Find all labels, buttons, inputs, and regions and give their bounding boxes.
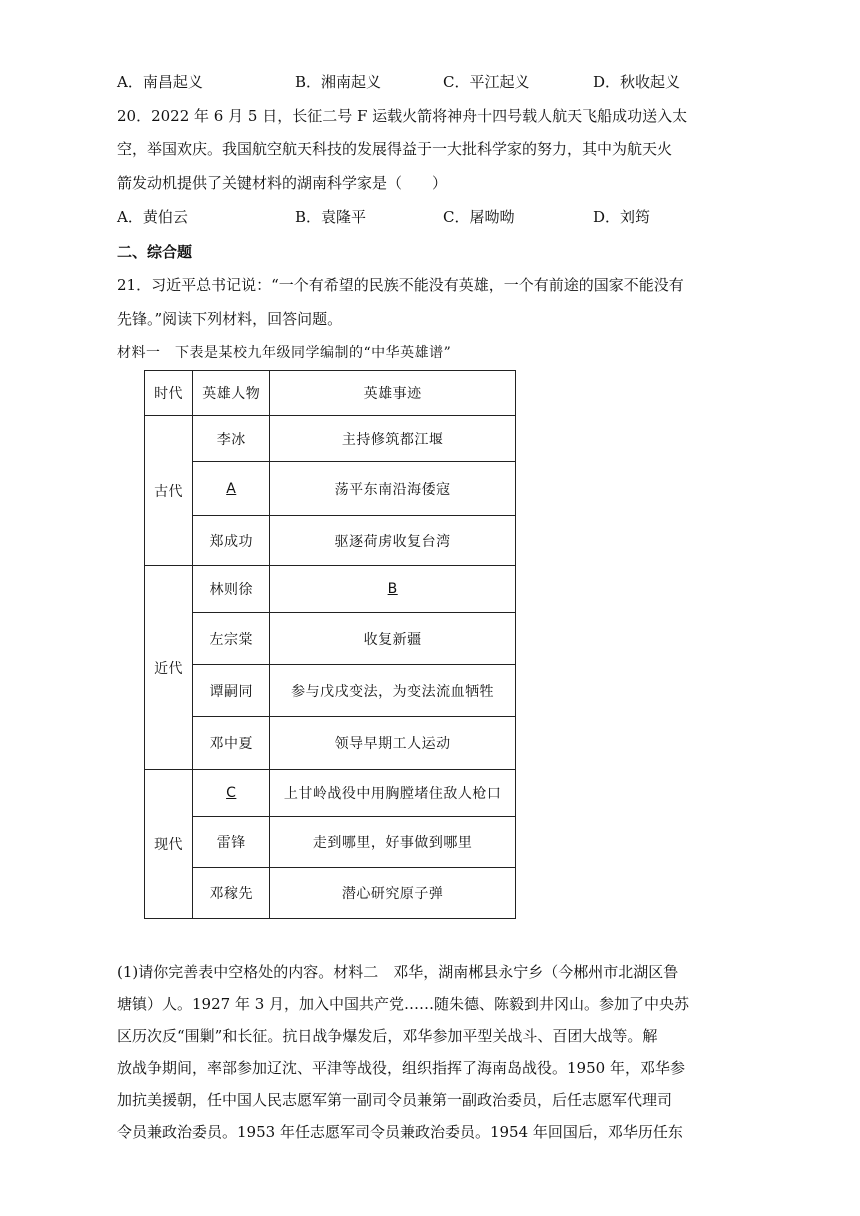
table-row bbox=[145, 613, 516, 665]
table-row bbox=[145, 416, 516, 462]
deed-cell: 潜心研究原子弹 bbox=[270, 868, 516, 919]
q19-option-d[interactable]: D．秋收起义 bbox=[593, 73, 681, 91]
deed-cell: 收复新疆 bbox=[270, 613, 516, 665]
hero-table bbox=[144, 370, 516, 919]
section-title: 二、综合题 bbox=[117, 243, 193, 261]
person-cell: 左宗棠 bbox=[193, 613, 270, 665]
q20-option-c[interactable]: C．屠呦呦 bbox=[443, 208, 515, 226]
header-person: 英雄人物 bbox=[193, 371, 270, 416]
paragraph-line: 塘镇）人。1927 年 3 月，加入中国共产党……随朱德、陈毅到井冈山。参加了中央苏 bbox=[117, 995, 690, 1013]
q21-text-line-1: 21．习近平总书记说：“一个有希望的民族不能没有英雄，一个有前途的国家不能没有 bbox=[117, 276, 684, 294]
q20-text-line-3: 箭发动机提供了关键材料的湖南科学家是（ ） bbox=[117, 174, 448, 192]
q19-option-a[interactable]: A．南昌起义 bbox=[117, 73, 203, 91]
table-header-row bbox=[145, 371, 516, 416]
table-row bbox=[145, 817, 516, 868]
deed-cell: 领导早期工人运动 bbox=[270, 717, 516, 770]
paragraph-line: (1)请你完善表中空格处的内容。材料二 邓华，湖南郴县永宁乡（今郴州市北湖区鲁 bbox=[117, 963, 679, 981]
q21-text-line-2: 先锋。”阅读下列材料，回答问题。 bbox=[117, 310, 343, 328]
paragraph-line: 令员兼政治委员。1953 年任志愿军司令员兼政治委员。1954 年回国后，邓华历任东 bbox=[117, 1123, 683, 1141]
header-deed: 英雄事迹 bbox=[270, 371, 516, 416]
q20-option-d[interactable]: D．刘筠 bbox=[593, 208, 651, 226]
era-cell-contemporary: 现代 bbox=[145, 770, 193, 919]
deed-cell: 走到哪里，好事做到哪里 bbox=[270, 817, 516, 868]
deed-cell: 驱逐荷虏收复台湾 bbox=[270, 516, 516, 566]
person-cell: 林则徐 bbox=[193, 566, 270, 613]
blank-a[interactable]: A bbox=[226, 480, 237, 497]
person-cell: 谭嗣同 bbox=[193, 665, 270, 717]
blank-b[interactable]: B bbox=[387, 581, 398, 597]
paragraph-line: 区历次反“围剿”和长征。抗日战争爆发后，邓华参加平型关战斗、百团大战等。解 bbox=[117, 1027, 658, 1045]
header-era: 时代 bbox=[145, 371, 193, 416]
q19-option-b[interactable]: B．湘南起义 bbox=[295, 73, 382, 91]
paragraph-line: 放战争期间，率部参加辽沈、平津等战役，组织指挥了海南岛战役。1950 年，邓华参 bbox=[117, 1059, 685, 1077]
era-cell-ancient: 古代 bbox=[145, 416, 193, 566]
table-row bbox=[145, 516, 516, 566]
deed-cell: 荡平东南沿海倭寇 bbox=[270, 462, 516, 516]
table-row bbox=[145, 717, 516, 770]
q19-option-c[interactable]: C．平江起义 bbox=[443, 73, 530, 91]
q20-text-line-2: 空，举国欢庆。我国航空航天科技的发展得益于一大批科学家的努力，其中为航天火 bbox=[117, 140, 673, 158]
person-cell: 雷锋 bbox=[193, 817, 270, 868]
blank-c[interactable]: C bbox=[226, 785, 237, 801]
deed-cell-blank-b[interactable] bbox=[270, 566, 516, 613]
deed-cell: 上甘岭战役中用胸膛堵住敌人枪口 bbox=[270, 770, 516, 817]
material1-caption: 材料一 下表是某校九年级同学编制的“中华英雄谱” bbox=[117, 345, 452, 361]
table-row bbox=[145, 566, 516, 613]
table-row bbox=[145, 770, 516, 817]
material2-paragraph bbox=[117, 956, 717, 1148]
person-cell: 邓稼先 bbox=[193, 868, 270, 919]
q20-option-a[interactable]: A．黄伯云 bbox=[117, 208, 188, 226]
paragraph-line: 加抗美援朝，任中国人民志愿军第一副司令员兼第一副政治委员，后任志愿军代理司 bbox=[117, 1091, 673, 1109]
table-row bbox=[145, 665, 516, 717]
person-cell: 邓中夏 bbox=[193, 717, 270, 770]
deed-cell: 主持修筑都江堰 bbox=[270, 416, 516, 462]
person-cell: 郑成功 bbox=[193, 516, 270, 566]
person-cell-blank-a[interactable] bbox=[193, 462, 270, 516]
person-cell-blank-c[interactable] bbox=[193, 770, 270, 817]
table-row bbox=[145, 868, 516, 919]
table-row bbox=[145, 462, 516, 516]
deed-cell: 参与戊戌变法，为变法流血牺牲 bbox=[270, 665, 516, 717]
q20-text-line-1: 20．2022 年 6 月 5 日，长征二号 F 运载火箭将神舟十四号载人航天飞船成功送入太 bbox=[117, 107, 688, 125]
person-cell: 李冰 bbox=[193, 416, 270, 462]
q20-options bbox=[117, 206, 817, 228]
q19-options bbox=[117, 71, 817, 93]
era-cell-modern: 近代 bbox=[145, 566, 193, 770]
q20-option-b[interactable]: B．袁隆平 bbox=[295, 208, 367, 226]
